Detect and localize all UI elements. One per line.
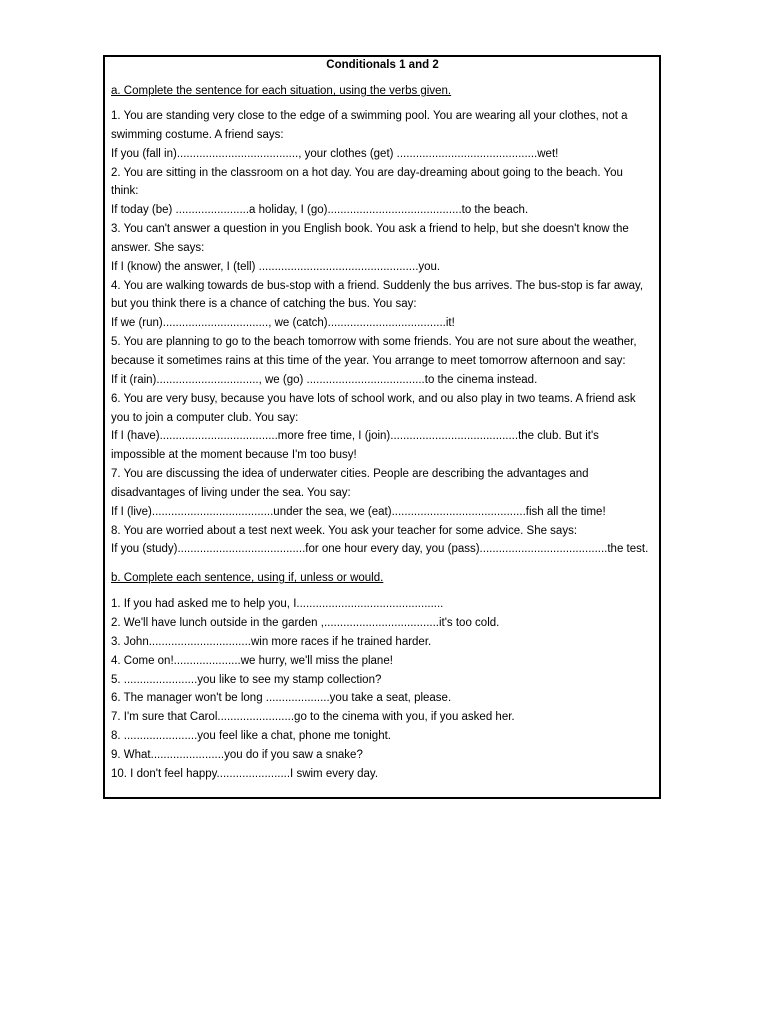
section-a-exercises xyxy=(111,107,654,559)
section-a-line: If you (study)........................................for one hour every day, you (pass)........................................the test. xyxy=(111,543,649,556)
section-a-line: 1. You are standing very close to the edge of a swimming pool. You are wearing all your clothes, not a xyxy=(111,110,628,122)
section-a-line: If we (run)................................., we (catch).....................................it! xyxy=(111,317,455,330)
worksheet-title: Conditionals 1 and 2 xyxy=(326,59,439,71)
section-a-heading: a. Complete the sentence for each situation, using the verbs given. xyxy=(111,85,452,97)
section-a-line: 4. You are walking towards de bus-stop with a friend. Suddenly the bus arrives. The bus-stop is far away, xyxy=(111,279,644,292)
section-a-line: 7. You are discussing the idea of underwater cities. People are describing the advantages and xyxy=(111,468,589,481)
section-b-line: 8. .......................you feel like a chat, phone me tonight. xyxy=(111,730,391,743)
section-a-line: impossible at the moment because I'm too busy! xyxy=(111,449,357,462)
section-b-line: 9. What.......................you do if you saw a snake? xyxy=(111,749,363,761)
section-a-line: If I (know) the answer, I (tell) ..................................................you. xyxy=(111,260,441,273)
section-a-line: because it sometimes rains at this time of the year. You arrange to meet tomorrow afternoon and say: xyxy=(111,354,626,367)
section-a-line: 8. You are worried about a test next week. You ask your teacher for some advice. She says: xyxy=(111,524,578,537)
section-a-line: 2. You are sitting in the classroom on a hot day. You are day-dreaming about going to the beach. You xyxy=(111,166,623,179)
section-b-line: 2. We'll have lunch outside in the garden ,....................................it's too cold. xyxy=(111,617,500,630)
section-b-line: 1. If you had asked me to help you, I.............................................. xyxy=(111,598,444,611)
section-a-line: 6. You are very busy, because you have lots of school work, and ou also play in two teams. A friend ask xyxy=(111,392,636,405)
section-a-line: If I (have).....................................more free time, I (join)........................................the club. But it's xyxy=(111,430,599,443)
worksheet xyxy=(103,55,661,799)
section-a-line: If I (live)......................................under the sea, we (eat)..........................................fish all the time! xyxy=(111,505,606,518)
section-a-line: answer. She says: xyxy=(111,241,205,254)
section-a-line: you to join a computer club. You say: xyxy=(111,411,299,424)
section-a-line: swimming costume. A friend says: xyxy=(111,128,284,141)
section-a-line: but you think there is a chance of catching the bus. You say: xyxy=(111,298,417,311)
section-a-line: 5. You are planning to go to the beach tomorrow with some friends. You are not sure about the weather, xyxy=(111,336,637,349)
section-a-line: If it (rain)................................, we (go) .....................................to the cinema instead. xyxy=(111,373,538,386)
section-b-line: 7. I'm sure that Carol........................go to the cinema with you, if you asked her. xyxy=(111,711,515,724)
section-a-line: think: xyxy=(111,185,139,198)
section-b-heading: b. Complete each sentence, using if, unless or would. xyxy=(111,572,384,585)
section-b-line: 6. The manager won't be long ....................you take a seat, please. xyxy=(111,692,452,705)
section-b-exercises xyxy=(111,595,654,783)
section-b-line: 4. Come on!.....................we hurry, we'll miss the plane! xyxy=(111,654,393,667)
section-a-line: If today (be) .......................a holiday, I (go)..........................................to the beach. xyxy=(111,204,529,217)
section-b-line: 10. I don't feel happy.......................I swim every day. xyxy=(111,767,379,780)
section-b-line: 5. .......................you like to see my stamp collection? xyxy=(111,673,382,686)
section-b-line: 3. John................................win more races if he trained harder. xyxy=(111,635,432,648)
section-a-line: If you (fall in)......................................, your clothes (get) ............................................wet! xyxy=(111,147,559,160)
section-a-line: 3. You can't answer a question in you English book. You ask a friend to help, but she doesn't know the xyxy=(111,223,629,236)
section-a-line: disadvantages of living under the sea. You say: xyxy=(111,486,351,499)
